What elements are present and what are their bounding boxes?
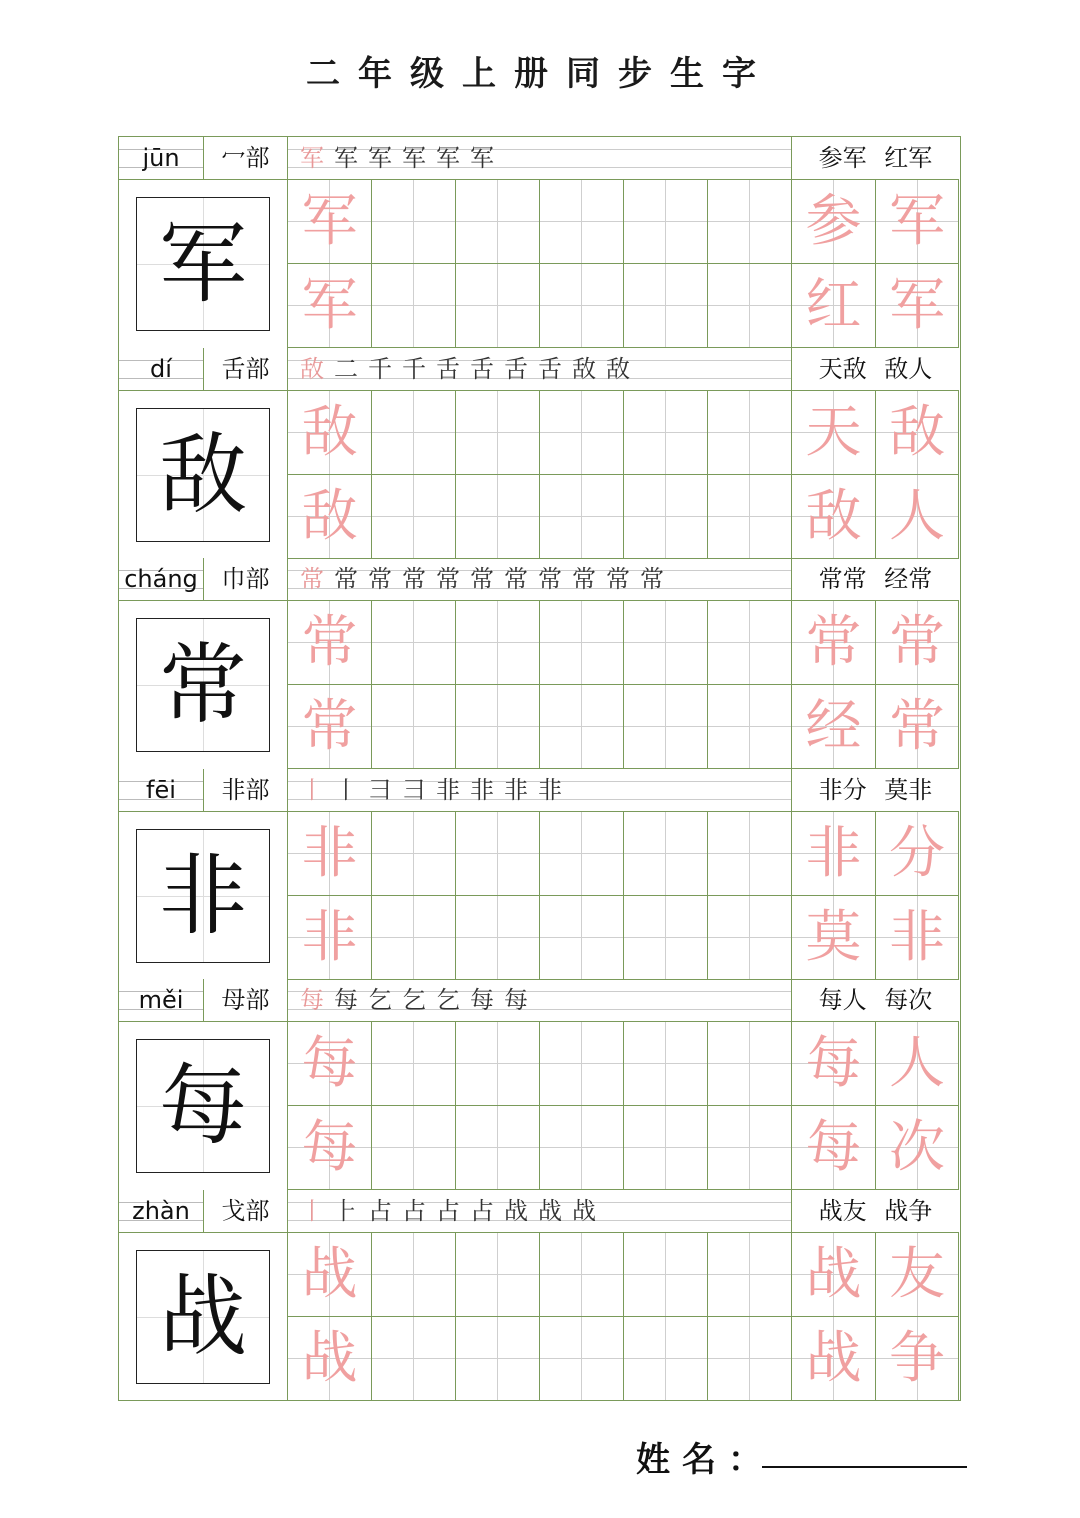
info-strip	[119, 979, 959, 1022]
word-trace-cell[interactable]: 常	[792, 601, 876, 685]
trace-cell[interactable]: 军	[288, 264, 372, 348]
stroke-step: 军	[368, 144, 402, 172]
stroke-step: 乞	[402, 986, 436, 1014]
practice-cell[interactable]	[708, 1106, 792, 1190]
practice-grid	[288, 180, 959, 348]
stroke-step: 非	[436, 775, 470, 804]
stroke-step: 每	[300, 986, 334, 1014]
practice-cell[interactable]	[372, 475, 456, 559]
stroke-step: 千	[368, 354, 402, 383]
stroke-step: 常	[606, 565, 640, 593]
practice-cell[interactable]	[372, 391, 456, 475]
stroke-step: 乞	[436, 986, 470, 1014]
stroke-step: 军	[334, 144, 368, 172]
radical: 戈部	[204, 1190, 288, 1232]
info-strip	[119, 1190, 959, 1233]
word-trace-cell[interactable]: 战	[792, 1233, 876, 1317]
trace-cell[interactable]: 非	[288, 812, 372, 896]
word-trace-cell[interactable]: 每	[792, 1022, 876, 1106]
practice-cell[interactable]	[456, 812, 540, 896]
word-trace-cell[interactable]: 红	[792, 264, 876, 348]
example-words: 每人 每次	[818, 986, 933, 1014]
practice-cell[interactable]	[456, 1317, 540, 1401]
word-trace-cell[interactable]: 非	[876, 896, 959, 980]
practice-cell[interactable]	[624, 1106, 708, 1190]
word-trace-cell[interactable]: 每	[792, 1106, 876, 1190]
stroke-step: 常	[640, 565, 674, 593]
stroke-step: 每	[504, 986, 538, 1014]
practice-cell[interactable]	[540, 391, 624, 475]
stroke-step: 军	[402, 144, 436, 172]
stroke-step: 军	[300, 144, 334, 172]
word-trace-cell[interactable]: 战	[792, 1317, 876, 1401]
practice-cell[interactable]	[540, 1233, 624, 1317]
practice-cell[interactable]	[540, 1022, 624, 1106]
practice-cell[interactable]	[456, 1106, 540, 1190]
model-character: 常	[136, 618, 270, 752]
model-character: 敌	[136, 408, 270, 542]
stroke-step: 千	[402, 354, 436, 383]
model-character: 战	[136, 1250, 270, 1384]
stroke-order	[288, 769, 792, 811]
character-practice-sheet	[118, 136, 961, 1401]
stroke-step: 乞	[368, 986, 402, 1014]
stroke-step: 非	[504, 775, 538, 804]
word-trace-cell[interactable]: 敌	[792, 475, 876, 559]
trace-cell[interactable]: 战	[288, 1317, 372, 1401]
character-block	[119, 979, 959, 1190]
stroke-step: 舌	[470, 354, 504, 383]
practice-cell[interactable]	[456, 264, 540, 348]
practice-cell[interactable]	[372, 896, 456, 980]
name-label: 姓名：	[636, 1440, 774, 1480]
trace-cell[interactable]: 每	[288, 1106, 372, 1190]
stroke-step: 常	[504, 565, 538, 593]
practice-cell[interactable]	[708, 1022, 792, 1106]
radical: 冖部	[204, 137, 288, 179]
word-trace-cell[interactable]: 非	[792, 812, 876, 896]
stroke-step: 舌	[504, 354, 538, 383]
pinyin: fēi	[119, 769, 204, 811]
radical: 母部	[204, 979, 288, 1021]
practice-cell[interactable]	[372, 601, 456, 685]
stroke-step: 军	[470, 144, 504, 172]
stroke-step: 战	[538, 1196, 572, 1225]
radical: 舌部	[204, 348, 288, 390]
practice-cell[interactable]	[540, 475, 624, 559]
practice-cell[interactable]	[708, 601, 792, 685]
info-strip	[119, 137, 959, 180]
model-character-area	[119, 391, 288, 559]
stroke-step: 常	[368, 565, 402, 593]
practice-grid	[288, 1233, 959, 1401]
stroke-step: 常	[300, 565, 334, 593]
practice-cell[interactable]	[624, 812, 708, 896]
model-character-area	[119, 180, 288, 348]
word-trace-cell[interactable]: 军	[876, 180, 959, 264]
model-character-area	[119, 1022, 288, 1190]
practice-cell[interactable]	[624, 475, 708, 559]
practice-cell[interactable]	[540, 1106, 624, 1190]
radical: 非部	[204, 769, 288, 811]
practice-cell[interactable]	[624, 1022, 708, 1106]
practice-cell[interactable]	[456, 1022, 540, 1106]
practice-cell[interactable]	[708, 391, 792, 475]
pinyin: cháng	[119, 558, 204, 600]
stroke-step: 舌	[436, 354, 470, 383]
model-character: 军	[136, 197, 270, 331]
stroke-step: 丨	[334, 775, 368, 804]
practice-cell[interactable]	[708, 180, 792, 264]
stroke-step: 军	[436, 144, 470, 172]
trace-cell[interactable]: 敌	[288, 391, 372, 475]
word-trace-cell[interactable]: 常	[876, 685, 959, 769]
stroke-step: 战	[504, 1196, 538, 1225]
practice-cell[interactable]	[708, 685, 792, 769]
trace-cell[interactable]: 敌	[288, 475, 372, 559]
practice-cell[interactable]	[372, 1022, 456, 1106]
model-character-area	[119, 1233, 288, 1401]
practice-cell[interactable]	[456, 391, 540, 475]
stroke-step: 彐	[368, 775, 402, 804]
stroke-step: 常	[538, 565, 572, 593]
practice-cell[interactable]	[540, 180, 624, 264]
pinyin: měi	[119, 979, 204, 1021]
stroke-step: 常	[572, 565, 606, 593]
practice-cell[interactable]	[372, 1317, 456, 1401]
practice-grid	[288, 601, 959, 769]
word-trace-cell[interactable]: 经	[792, 685, 876, 769]
stroke-step: 丨	[300, 1196, 334, 1225]
trace-cell[interactable]: 常	[288, 685, 372, 769]
practice-grid	[288, 812, 959, 980]
word-trace-cell[interactable]: 敌	[876, 391, 959, 475]
stroke-step: 敌	[300, 354, 334, 383]
stroke-step: 常	[470, 565, 504, 593]
word-trace-cell[interactable]: 争	[876, 1317, 959, 1401]
practice-cell[interactable]	[708, 812, 792, 896]
trace-cell[interactable]: 军	[288, 180, 372, 264]
trace-cell[interactable]: 战	[288, 1233, 372, 1317]
practice-cell[interactable]	[456, 601, 540, 685]
stroke-order	[288, 1190, 792, 1232]
stroke-step: 丨	[300, 775, 334, 804]
character-block	[119, 137, 959, 348]
stroke-order	[288, 979, 792, 1021]
stroke-step: 常	[436, 565, 470, 593]
stroke-step: 二	[334, 354, 368, 383]
stroke-step: 占	[470, 1196, 504, 1225]
name-write-line[interactable]	[762, 1466, 967, 1468]
practice-cell[interactable]	[372, 264, 456, 348]
practice-cell[interactable]	[624, 264, 708, 348]
practice-cell[interactable]	[624, 896, 708, 980]
practice-cell[interactable]	[624, 601, 708, 685]
stroke-order	[288, 137, 792, 179]
stroke-step: 敌	[572, 354, 606, 383]
trace-cell[interactable]: 非	[288, 896, 372, 980]
practice-cell[interactable]	[624, 1317, 708, 1401]
example-words: 战友 战争	[818, 1196, 933, 1225]
character-block	[119, 1190, 959, 1401]
practice-cell[interactable]	[624, 685, 708, 769]
stroke-step: 占	[436, 1196, 470, 1225]
stroke-step: 舌	[538, 354, 572, 383]
pinyin: zhàn	[119, 1190, 204, 1232]
character-block	[119, 348, 959, 559]
practice-cell[interactable]	[540, 601, 624, 685]
character-block	[119, 769, 959, 980]
practice-cell[interactable]	[540, 685, 624, 769]
stroke-step: 每	[470, 986, 504, 1014]
word-trace-cell[interactable]: 天	[792, 391, 876, 475]
example-words: 非分 莫非	[818, 775, 933, 804]
practice-cell[interactable]	[372, 1106, 456, 1190]
stroke-step: 占	[402, 1196, 436, 1225]
example-words: 天敌 敌人	[818, 354, 933, 383]
word-trace-cell[interactable]: 常	[876, 601, 959, 685]
practice-cell[interactable]	[372, 1233, 456, 1317]
stroke-step: 占	[368, 1196, 402, 1225]
word-trace-cell[interactable]: 分	[876, 812, 959, 896]
word-trace-cell[interactable]: 友	[876, 1233, 959, 1317]
pinyin: dí	[119, 348, 204, 390]
example-words: 常常 经常	[818, 565, 933, 593]
stroke-step: 常	[402, 565, 436, 593]
word-trace-cell[interactable]: 人	[876, 475, 959, 559]
word-trace-cell[interactable]: 军	[876, 264, 959, 348]
model-character-area	[119, 812, 288, 980]
practice-cell[interactable]	[456, 896, 540, 980]
practice-cell[interactable]	[708, 896, 792, 980]
info-strip	[119, 558, 959, 601]
practice-cell[interactable]	[372, 685, 456, 769]
practice-cell[interactable]	[456, 1233, 540, 1317]
word-trace-cell[interactable]: 人	[876, 1022, 959, 1106]
radical: 巾部	[204, 558, 288, 600]
practice-cell[interactable]	[624, 391, 708, 475]
model-character: 非	[136, 829, 270, 963]
practice-cell[interactable]	[708, 264, 792, 348]
practice-cell[interactable]	[372, 812, 456, 896]
info-strip	[119, 348, 959, 391]
practice-cell[interactable]	[708, 475, 792, 559]
practice-cell[interactable]	[540, 812, 624, 896]
worksheet-title: 二年级上册同步生字	[306, 54, 774, 94]
model-character: 每	[136, 1039, 270, 1173]
stroke-step: 敌	[606, 354, 640, 383]
practice-grid	[288, 1022, 959, 1190]
stroke-step: ⺊	[334, 1196, 368, 1225]
practice-cell[interactable]	[708, 1317, 792, 1401]
practice-cell[interactable]	[540, 896, 624, 980]
stroke-order	[288, 348, 792, 390]
practice-cell[interactable]	[624, 1233, 708, 1317]
stroke-step: 彐	[402, 775, 436, 804]
practice-cell[interactable]	[624, 180, 708, 264]
practice-cell[interactable]	[456, 180, 540, 264]
word-trace-cell[interactable]: 莫	[792, 896, 876, 980]
practice-cell[interactable]	[540, 264, 624, 348]
practice-cell[interactable]	[456, 685, 540, 769]
practice-grid	[288, 391, 959, 559]
word-trace-cell[interactable]: 参	[792, 180, 876, 264]
practice-cell[interactable]	[456, 475, 540, 559]
stroke-order	[288, 558, 792, 600]
pinyin: jūn	[119, 137, 204, 179]
info-strip	[119, 769, 959, 812]
stroke-step: 常	[334, 565, 368, 593]
trace-cell[interactable]: 每	[288, 1022, 372, 1106]
model-character-area	[119, 601, 288, 769]
stroke-step: 每	[334, 986, 368, 1014]
example-words: 参军 红军	[818, 144, 933, 172]
stroke-step: 非	[470, 775, 504, 804]
word-trace-cell[interactable]: 次	[876, 1106, 959, 1190]
practice-cell[interactable]	[372, 180, 456, 264]
trace-cell[interactable]: 常	[288, 601, 372, 685]
character-block	[119, 558, 959, 769]
practice-cell[interactable]	[708, 1233, 792, 1317]
stroke-step: 非	[538, 775, 572, 804]
practice-cell[interactable]	[540, 1317, 624, 1401]
stroke-step: 战	[572, 1196, 606, 1225]
